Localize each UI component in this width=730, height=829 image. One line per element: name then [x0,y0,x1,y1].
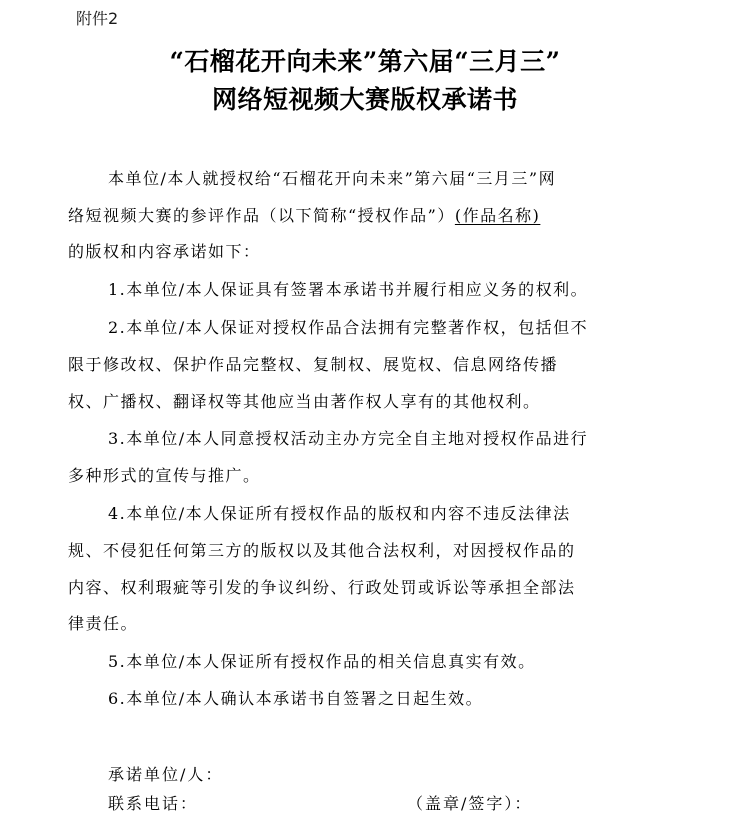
intro-line-2 [68,204,540,228]
clause-1-line-1: 1.本单位/本人保证具有签署本承诺书并履行相应义务的权利。 [108,280,589,299]
committer-label: 承诺单位/人： [108,765,224,784]
intro-line-3: 的版权和内容承诺如下： [68,242,261,261]
clause-4-line-1: 4.本单位/本人保证所有授权作品的版权和内容不违反法律法 [108,504,571,523]
clause-6-line-1: 6.本单位/本人确认本承诺书自签署之日起生效。 [108,689,484,708]
clause-4-line-2: 规、不侵犯任何第三方的版权以及其他合法权利，对因授权作品的 [68,541,576,560]
clause-2-line-3: 权、广播权、翻译权等其他应当由著作权人享有的其他权利。 [68,392,541,411]
clause-2-line-2: 限于修改权、保护作品完整权、复制权、展览权、信息网络传播 [68,355,559,374]
intro-line-1: 本单位/本人就授权给“石榴花开向未来”第六届“三月三”网 [108,169,557,188]
clause-3-line-2: 多种形式的宣传与推广。 [68,466,261,485]
work-name-placeholder: (作品名称) [454,206,541,225]
seal-signature-label: （盖章/签字）： [407,794,533,813]
clause-2-line-1: 2.本单位/本人保证对授权作品合法拥有完整著作权，包括但不 [108,318,589,337]
clause-4-line-3: 内容、权利瑕疵等引发的争议纠纷、行政处罚或诉讼等承担全部法 [68,578,576,597]
attachment-label: 附件2 [76,9,119,28]
phone-label: 联系电话： [108,794,199,813]
clause-3-line-1: 3.本单位/本人同意授权活动主办方完全自主地对授权作品进行 [108,429,589,448]
intro-line-2-text: 络短视频大赛的参评作品（以下简称“授权作品”） [68,206,455,225]
clause-5-line-1: 5.本单位/本人保证所有授权作品的相关信息真实有效。 [108,652,536,671]
document-title-line-1: “石榴花开向未来”第六届“三月三” [169,47,561,76]
document-title-line-2: 网络短视频大赛版权承诺书 [211,85,518,114]
clause-4-line-4: 律责任。 [68,614,139,633]
